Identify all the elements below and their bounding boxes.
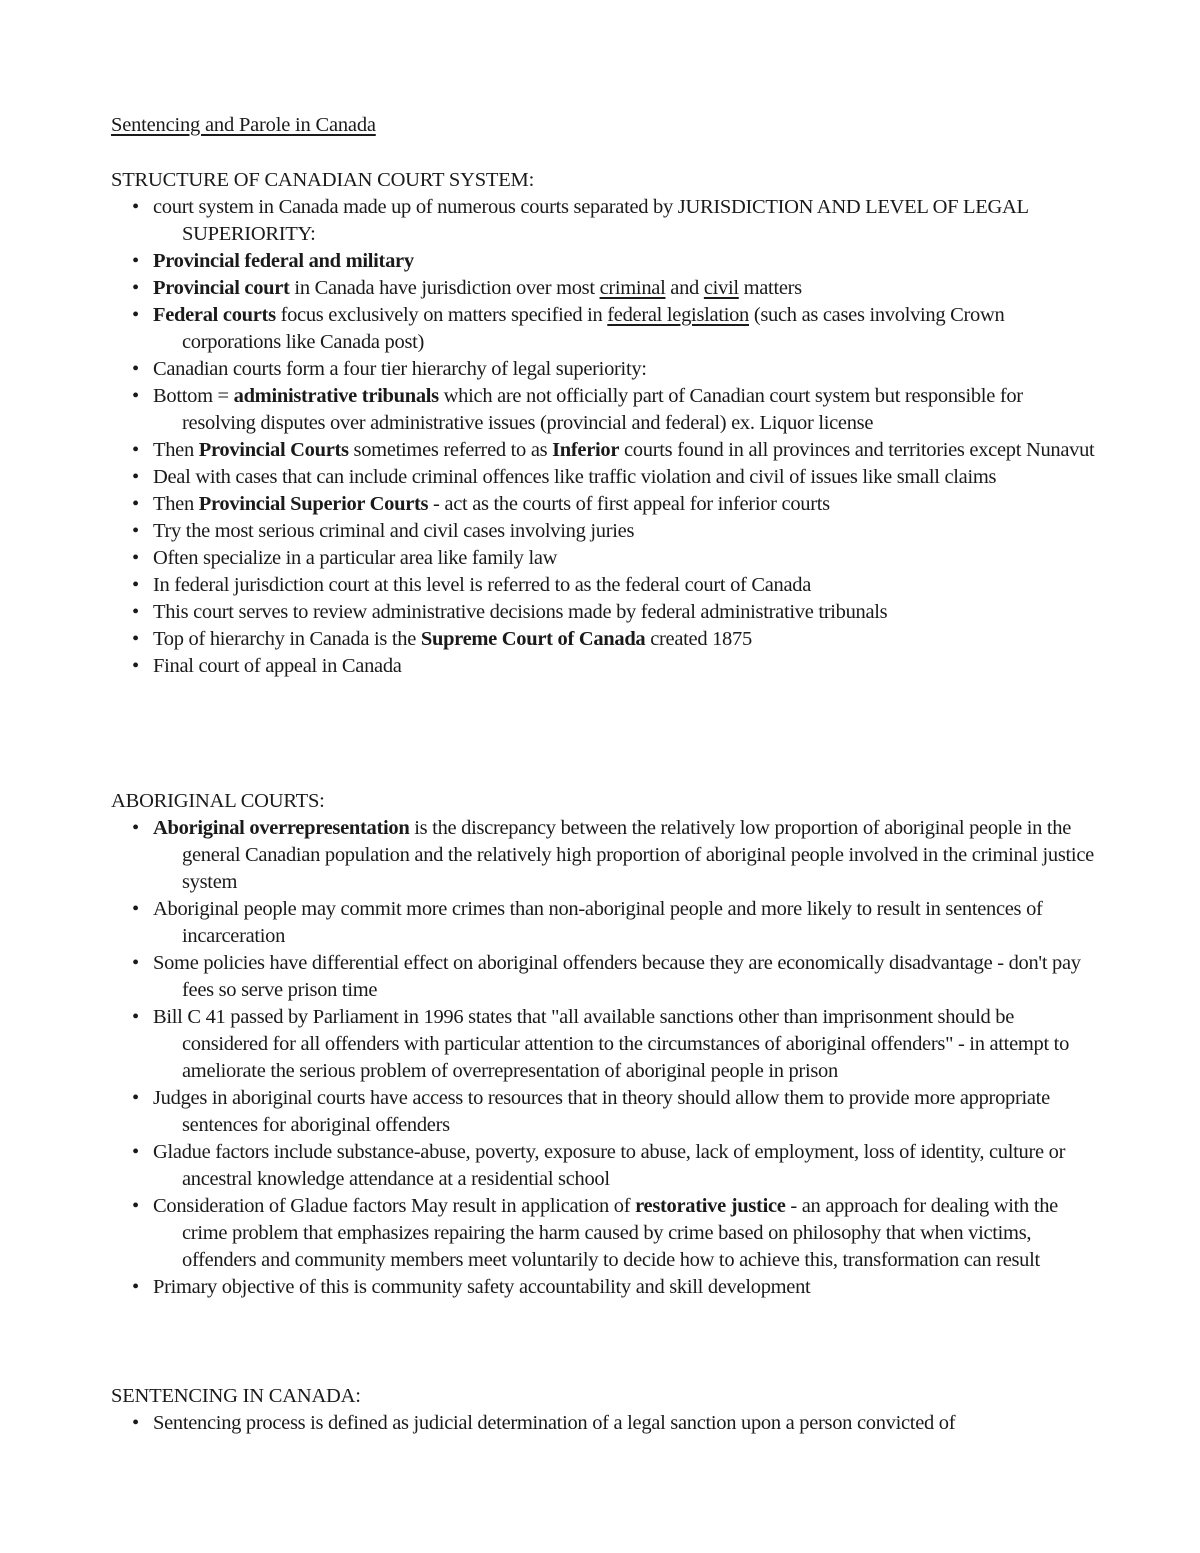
item-text: - act as the courts of first appeal for inferior courts: [428, 493, 830, 515]
item-text: court system in Canada made up of numerous courts separated by JURISDICTION AND LEVEL OF LEGAL SUPERIORITY:: [153, 196, 1028, 245]
list-item: [111, 194, 1096, 248]
item-text: This court serves to review administrative decisions made by federal administrative tribunals: [153, 601, 888, 623]
item-text: - an approach for dealing with the crime problem that emphasizes repairing the harm caused by crime based on philosophy that when victims, offenders and community members meet voluntarily to decide how to achieve this, transformation can result: [182, 1195, 1058, 1271]
bullet-icon: •: [132, 1195, 139, 1217]
item-text: Bottom =: [153, 385, 234, 407]
list-item: [111, 1274, 1096, 1301]
list-item: [111, 950, 1096, 1004]
list-item: [111, 383, 1096, 437]
bullet-icon: •: [132, 574, 139, 596]
bullet-icon: •: [132, 547, 139, 569]
bullet-icon: •: [132, 250, 139, 272]
bullet-icon: •: [132, 1006, 139, 1028]
item-text: Canadian courts form a four tier hierarchy of legal superiority:: [153, 358, 647, 380]
bold-text: administrative tribunals: [233, 385, 439, 407]
list-item: [111, 653, 1096, 680]
list-item: [111, 491, 1096, 518]
list-item: [111, 1139, 1096, 1193]
section-heading-court-structure: STRUCTURE OF CANADIAN COURT SYSTEM:: [111, 169, 535, 191]
item-text: in Canada have jurisdiction over most: [289, 277, 600, 299]
list-item: [111, 815, 1096, 896]
list-item: [111, 275, 1096, 302]
list-item: [111, 518, 1096, 545]
list-item: [111, 1085, 1096, 1139]
bold-text: Provincial court: [153, 277, 290, 299]
item-text: created 1875: [645, 628, 752, 650]
bullet-icon: •: [132, 304, 139, 326]
item-text: (such as cases involving Crown corporations like Canada post): [182, 304, 1005, 353]
list-item: [111, 599, 1096, 626]
section-heading-sentencing: SENTENCING IN CANADA:: [111, 1385, 361, 1407]
list-item: [111, 464, 1096, 491]
sentencing-list: [111, 1410, 1096, 1437]
item-text: matters: [738, 277, 802, 299]
item-text: sometimes referred to as: [348, 439, 553, 461]
item-text: Aboriginal people may commit more crimes than non-aboriginal people and more likely to result in sentences of incarceration: [153, 898, 1043, 947]
list-item: [111, 1410, 1096, 1437]
bullet-icon: •: [132, 655, 139, 677]
underlined-text: civil: [703, 277, 739, 299]
bullet-icon: •: [132, 385, 139, 407]
list-item: [111, 572, 1096, 599]
bullet-icon: •: [132, 601, 139, 623]
list-item: [111, 1193, 1096, 1274]
bullet-icon: •: [132, 628, 139, 650]
item-text: is the discrepancy between the relatively low proportion of aboriginal people in the general Canadian population and the relatively high proportion of aboriginal people involved in the criminal justice system: [182, 817, 1094, 893]
underlined-text: federal legislation: [607, 304, 750, 326]
list-item: [111, 356, 1096, 383]
item-text: which are not officially part of Canadian court system but responsible for resolving disputes over administrative issues (provincial and federal) ex. Liquor license: [182, 385, 1023, 434]
item-text: Judges in aboriginal courts have access to resources that in theory should allow them to provide more appropriate sentences for aboriginal offenders: [153, 1087, 1050, 1136]
bold-text: Provincial Superior Courts: [198, 493, 429, 515]
item-text: Then: [153, 439, 199, 461]
bullet-icon: •: [132, 817, 139, 839]
bullet-icon: •: [132, 466, 139, 488]
court-structure-list: [111, 194, 1096, 680]
item-text: Primary objective of this is community safety accountability and skill development: [153, 1276, 811, 1298]
bullet-icon: •: [132, 1087, 139, 1109]
bullet-icon: •: [132, 196, 139, 218]
bullet-icon: •: [132, 898, 139, 920]
bullet-icon: •: [132, 1412, 139, 1434]
bullet-icon: •: [132, 493, 139, 515]
bullet-icon: •: [132, 277, 139, 299]
bullet-icon: •: [132, 439, 139, 461]
section-heading-aboriginal-courts: ABORIGINAL COURTS:: [111, 790, 325, 812]
underlined-text: criminal: [599, 277, 666, 299]
item-text: Top of hierarchy in Canada is the: [153, 628, 421, 650]
item-text: Final court of appeal in Canada: [153, 655, 402, 677]
bullet-icon: •: [132, 952, 139, 974]
item-text: Sentencing process is defined as judicial determination of a legal sanction upon a person convicted of: [153, 1412, 956, 1434]
bold-text: Supreme Court of Canada: [420, 628, 646, 650]
item-text: Consideration of Gladue factors May result in application of: [153, 1195, 636, 1217]
bullet-icon: •: [132, 358, 139, 380]
bold-text: Inferior: [552, 439, 620, 461]
bold-text: Provincial federal and military: [153, 250, 414, 272]
list-item: [111, 302, 1096, 356]
bullet-icon: •: [132, 1141, 139, 1163]
item-text: courts found in all provinces and territories except Nunavut: [619, 439, 1095, 461]
list-item: [111, 248, 1096, 275]
item-text: Bill C 41 passed by Parliament in 1996 states that "all available sanctions other than imprisonment should be considered for all offenders with particular attention to the circumstances of aboriginal offenders" - in attempt to ameliorate the serious problem of overrepresentation of aboriginal people in prison: [153, 1006, 1070, 1082]
list-item: [111, 626, 1096, 653]
document-title: Sentencing and Parole in Canada: [111, 114, 376, 136]
item-text: and: [665, 277, 704, 299]
item-text: Try the most serious criminal and civil cases involving juries: [153, 520, 635, 542]
item-text: Some policies have differential effect on aboriginal offenders because they are economically disadvantage - don't pay fees so serve prison time: [153, 952, 1081, 1001]
list-item: [111, 896, 1096, 950]
item-text: Gladue factors include substance-abuse, poverty, exposure to abuse, lack of employment, loss of identity, culture or ancestral knowledge attendance at a residential school: [153, 1141, 1066, 1190]
aboriginal-courts-list: [111, 815, 1096, 1301]
bold-text: Provincial Courts: [198, 439, 349, 461]
list-item: [111, 1004, 1096, 1085]
bullet-icon: •: [132, 1276, 139, 1298]
bold-text: Federal courts: [153, 304, 276, 326]
item-text: focus exclusively on matters specified in: [275, 304, 608, 326]
bold-text: restorative justice: [635, 1195, 786, 1217]
bold-text: Aboriginal overrepresentation: [153, 817, 410, 839]
item-text: Often specialize in a particular area like family law: [153, 547, 558, 569]
list-item: [111, 545, 1096, 572]
item-text: In federal jurisdiction court at this level is referred to as the federal court of Canada: [153, 574, 812, 596]
item-text: Deal with cases that can include criminal offences like traffic violation and civil of issues like small claims: [153, 466, 997, 488]
item-text: Then: [153, 493, 199, 515]
list-item: [111, 437, 1096, 464]
bullet-icon: •: [132, 520, 139, 542]
